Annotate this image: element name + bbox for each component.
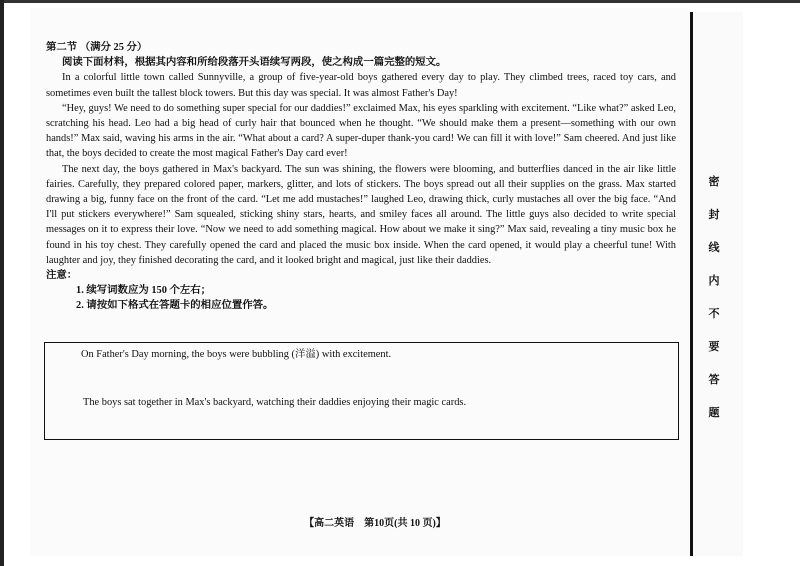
passage-paragraph-2: “Hey, guys! We need to do something super special for our daddies!” exclaimed Max, his eyes sparkling with excitement. “Like what?” asked Leo, scratching his head. Leo had a big head of curly hair that bounced when he thought. “We should make them a present—something with our own hands!” Max said, waving his arms in the air. “What about a card? A super-duper thank-you card! We can fill it with love!” Sam cheered. And just like that, the boys decided to create the most magical Father's Day card ever! [46,102,676,160]
binding-char: 题 [708,406,720,419]
notes-title: 注意： [46,270,78,282]
binding-char: 不 [708,307,720,320]
page-footer: 【高二英语 第10页(共 10 页)】 [304,518,446,529]
scan-top-edge [0,0,800,3]
binding-char: 答 [708,373,720,386]
exam-content [46,40,676,314]
passage-paragraph-3: The next day, the boys gathered in Max's backyard. The sun was shining, the flowers were blooming, and butterflies danced in the air like little fairies. Carefully, they prepared colored paper, markers, glitter, and lots of stickers. The boys spread out all their supplies on the grass. Max started drawing a big, funny face on the front of the card. “Let me add mustaches!” laughed Leo, drawing thick, curly mustaches all over the big face. “And I'll put stickers everywhere!” Sam squealed, sticking shiny stars, hearts, and smiley faces all around. The little guys also decided to write special messages on it to express their love. “Now we need to add something magical. How about we make it sing?” Max said, revealing a tiny music box he found in his toy chest. They carefully opened the card and placed the music box inside. When the card opened, it would play a cheerful tune! With laughter and joy, they finished decorating the card, and it looked bright and magical, just like their daddies. [46,163,676,266]
note-item-2: 2. 请按如下格式在答题卡的相应位置作答。 [76,300,274,312]
binding-char: 线 [708,241,720,254]
binding-char: 封 [708,208,720,221]
binding-char: 密 [708,175,720,188]
section-title: 第二节 （满分 25 分） [46,42,148,53]
binding-notice [706,165,722,429]
note-item-1: 1. 续写词数应为 150 个左右； [76,285,212,297]
binding-char: 要 [708,340,720,353]
section-instruction: 阅读下面材料，根据其内容和所给段落开头语续写两段，使之构成一篇完整的短文。 [62,57,447,69]
passage-paragraph-1: In a colorful little town called Sunnyville, a group of five-year-old boys gathered every day to play. They climbed trees, raced toy cars, and sometimes even built the tallest block towers. But this day was special. It was almost Father's Day! [46,72,676,99]
answer-box [44,342,679,440]
paragraph-opening-2: The boys sat together in Max's backyard, watching their daddies enjoying their magic cards. [83,397,467,408]
scan-left-edge [0,0,4,566]
paragraph-opening-1: On Father's Day morning, the boys were bubbling (洋溢) with excitement. [81,349,392,360]
binding-char: 内 [708,274,720,287]
